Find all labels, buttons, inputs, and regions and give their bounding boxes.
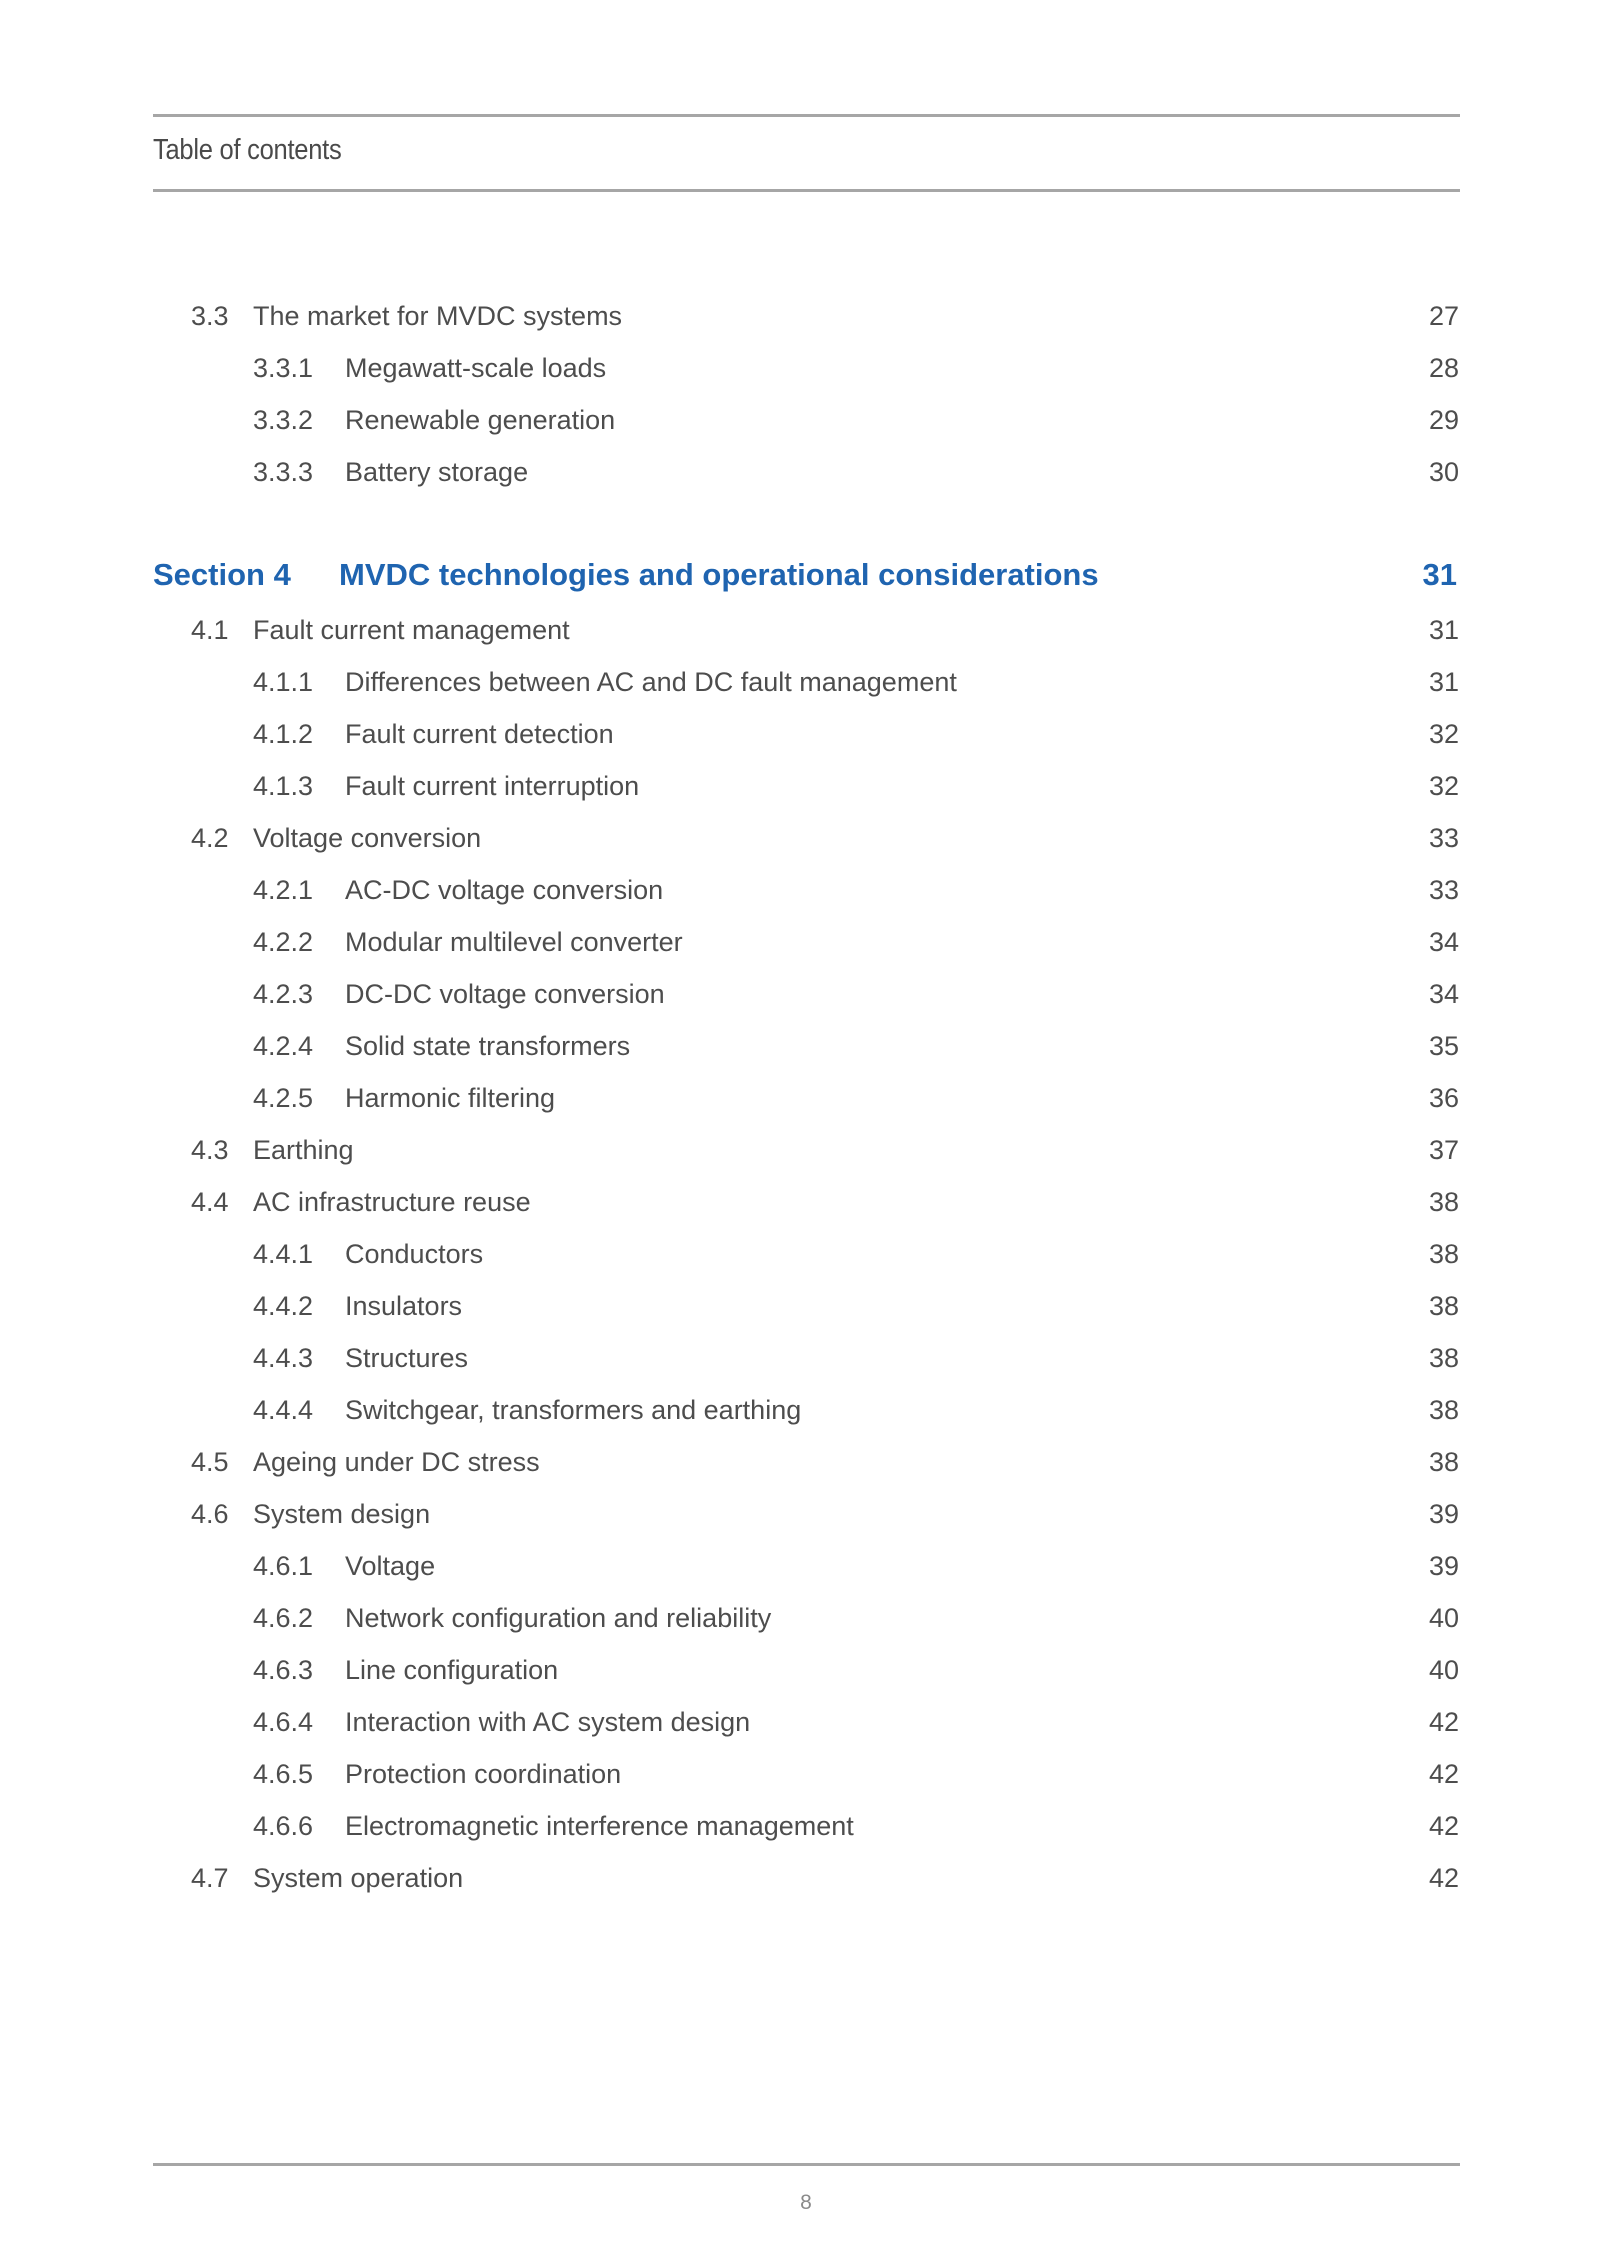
toc-entry-title: Fault current management	[253, 615, 570, 645]
toc-entry-page: 42	[1428, 1811, 1459, 1841]
toc-section-heading[interactable]	[0, 553, 1600, 597]
toc-entry-number: 4.1.2	[253, 719, 314, 749]
toc-entry[interactable]	[0, 1130, 1600, 1170]
toc-entry-title: Conductors	[345, 1239, 484, 1269]
toc-entry-number: 4.2.4	[253, 1031, 314, 1061]
toc-entry-number: 4.6.1	[253, 1551, 314, 1581]
toc-entry-page: 42	[1428, 1863, 1459, 1893]
toc-entry-page: 39	[1428, 1499, 1459, 1529]
toc-entry-title: Megawatt-scale loads	[345, 353, 607, 383]
toc-entry-page: 30	[1428, 457, 1459, 487]
section-title: MVDC technologies and operational considerations	[339, 557, 1099, 592]
toc-entry-number: 3.3.3	[253, 457, 314, 487]
toc-entry-number: 4.6.5	[253, 1759, 314, 1789]
toc-entry[interactable]	[0, 610, 1600, 650]
toc-entry-number: 4.6.6	[253, 1811, 314, 1841]
toc-entry-page: 39	[1428, 1551, 1459, 1581]
toc-entry-page: 38	[1428, 1343, 1459, 1373]
section-label: Section 4	[153, 557, 291, 592]
toc-entry[interactable]	[0, 348, 1600, 388]
toc-entry-title: Modular multilevel converter	[345, 927, 683, 957]
toc-entry[interactable]	[0, 1234, 1600, 1274]
toc-entry-number: 4.2.5	[253, 1083, 314, 1113]
toc-entry-title: Interaction with AC system design	[345, 1707, 751, 1737]
toc-entry[interactable]	[0, 400, 1600, 440]
toc-entry-number: 4.1.1	[253, 667, 314, 697]
toc-entry-number: 3.3	[191, 301, 229, 331]
toc-entry-title: System design	[253, 1499, 431, 1529]
toc-entry-page: 38	[1428, 1447, 1459, 1477]
toc-entry-page: 32	[1428, 771, 1459, 801]
toc-entry[interactable]	[0, 1494, 1600, 1534]
toc-entry-number: 4.6.4	[253, 1707, 314, 1737]
toc-entry-title: The market for MVDC systems	[253, 301, 623, 331]
toc-entry-page: 31	[1428, 615, 1459, 645]
toc-entry-title: Battery storage	[345, 457, 529, 487]
toc-entry-page: 42	[1428, 1707, 1459, 1737]
toc-entry-page: 28	[1428, 353, 1459, 383]
toc-entry-title: Ageing under DC stress	[253, 1447, 540, 1477]
toc-entry-title: Line configuration	[345, 1655, 559, 1685]
toc-entry[interactable]	[0, 818, 1600, 858]
toc-entry-title: Insulators	[345, 1291, 463, 1321]
toc-entry-title: DC-DC voltage conversion	[345, 979, 665, 1009]
toc-entry-title: AC infrastructure reuse	[253, 1187, 531, 1217]
toc-entry[interactable]	[0, 922, 1600, 962]
toc-entry-number: 3.3.2	[253, 405, 314, 435]
toc-entry-page: 37	[1428, 1135, 1459, 1165]
toc-entry-title: Switchgear, transformers and earthing	[345, 1395, 802, 1425]
toc-entry[interactable]	[0, 452, 1600, 492]
header-bottom-rule	[153, 189, 1460, 192]
toc-entry-page: 40	[1428, 1603, 1459, 1633]
toc-entry[interactable]	[0, 974, 1600, 1014]
toc-entry-title: AC-DC voltage conversion	[345, 875, 664, 905]
toc-entry[interactable]	[0, 1754, 1600, 1794]
toc-entry-title: Fault current interruption	[345, 771, 640, 801]
toc-entry-title: Solid state transformers	[345, 1031, 631, 1061]
toc-entry-page: 38	[1428, 1239, 1459, 1269]
toc-entry-title: Structures	[345, 1343, 469, 1373]
toc-entry-page: 38	[1428, 1291, 1459, 1321]
toc-entry-title: Differences between AC and DC fault management	[345, 667, 957, 697]
toc-entry[interactable]	[0, 766, 1600, 806]
toc-entry-title: System operation	[253, 1863, 464, 1893]
toc-entry[interactable]	[0, 1078, 1600, 1118]
toc-entry[interactable]	[0, 296, 1600, 336]
toc-entry[interactable]	[0, 1598, 1600, 1638]
section-page-number: 31	[1422, 557, 1457, 592]
toc-entry-page: 34	[1428, 979, 1459, 1009]
toc-entry-number: 4.4.4	[253, 1395, 314, 1425]
toc-entry[interactable]	[0, 870, 1600, 910]
toc-entry-title: Fault current detection	[345, 719, 614, 749]
toc-entry[interactable]	[0, 1546, 1600, 1586]
toc-entry-number: 4.4.2	[253, 1291, 314, 1321]
toc-entry-page: 35	[1428, 1031, 1459, 1061]
toc-entry-page: 32	[1428, 719, 1459, 749]
toc-entry-number: 4.5	[191, 1447, 229, 1477]
toc-entry-page: 29	[1428, 405, 1459, 435]
toc-entry-page: 34	[1428, 927, 1459, 957]
footer-page-number: 8	[800, 2191, 812, 2214]
toc-entry[interactable]	[0, 1338, 1600, 1378]
header-top-rule	[153, 114, 1460, 117]
toc-entry[interactable]	[0, 1390, 1600, 1430]
toc-entry[interactable]	[0, 1858, 1600, 1898]
toc-entry-title: Protection coordination	[345, 1759, 622, 1789]
toc-entry-title: Voltage conversion	[253, 823, 482, 853]
toc-entry-number: 4.7	[191, 1863, 229, 1893]
toc-entry-number: 4.2.2	[253, 927, 314, 957]
toc-entry[interactable]	[0, 1286, 1600, 1326]
toc-entry-number: 4.4.1	[253, 1239, 314, 1269]
toc-entry-number: 4.2.3	[253, 979, 314, 1009]
toc-entry-title: Network configuration and reliability	[345, 1603, 772, 1633]
toc-entry-title: Harmonic filtering	[345, 1083, 556, 1113]
toc-entry-number: 4.3	[191, 1135, 229, 1165]
footer-rule	[153, 2163, 1460, 2166]
toc-entry-page: 42	[1428, 1759, 1459, 1789]
toc-entry[interactable]	[0, 714, 1600, 754]
toc-entry[interactable]	[0, 1182, 1600, 1222]
toc-entry-number: 4.4	[191, 1187, 229, 1217]
toc-entry-page: 38	[1428, 1395, 1459, 1425]
toc-entry-title: Electromagnetic interference management	[345, 1811, 854, 1841]
toc-entry-page: 27	[1428, 301, 1459, 331]
toc-entry-title: Voltage	[345, 1551, 436, 1581]
toc-entry-title: Renewable generation	[345, 405, 616, 435]
toc-entry-number: 4.2	[191, 823, 229, 853]
toc-entry-page: 40	[1428, 1655, 1459, 1685]
toc-entry[interactable]	[0, 662, 1600, 702]
toc-entry-number: 4.2.1	[253, 875, 314, 905]
toc-entry[interactable]	[0, 1806, 1600, 1846]
toc-entry-number: 4.1.3	[253, 771, 314, 801]
toc-entry-page: 33	[1428, 875, 1459, 905]
toc-entry[interactable]	[0, 1702, 1600, 1742]
toc-entry-page: 36	[1428, 1083, 1459, 1113]
toc-entry[interactable]	[0, 1442, 1600, 1482]
toc-entry[interactable]	[0, 1026, 1600, 1066]
toc-entry-page: 31	[1428, 667, 1459, 697]
toc-entry-number: 4.4.3	[253, 1343, 314, 1373]
toc-entry-number: 4.6.3	[253, 1655, 314, 1685]
toc-entry[interactable]	[0, 1650, 1600, 1690]
toc-entry-number: 4.6.2	[253, 1603, 314, 1633]
toc-entry-number: 4.1	[191, 615, 229, 645]
toc-entry-number: 4.6	[191, 1499, 229, 1529]
page-header-title: Table of contents	[153, 134, 342, 166]
toc-entry-page: 33	[1428, 823, 1459, 853]
toc-entry-number: 3.3.1	[253, 353, 314, 383]
toc-entry-page: 38	[1428, 1187, 1459, 1217]
toc-entry-title: Earthing	[253, 1135, 354, 1165]
